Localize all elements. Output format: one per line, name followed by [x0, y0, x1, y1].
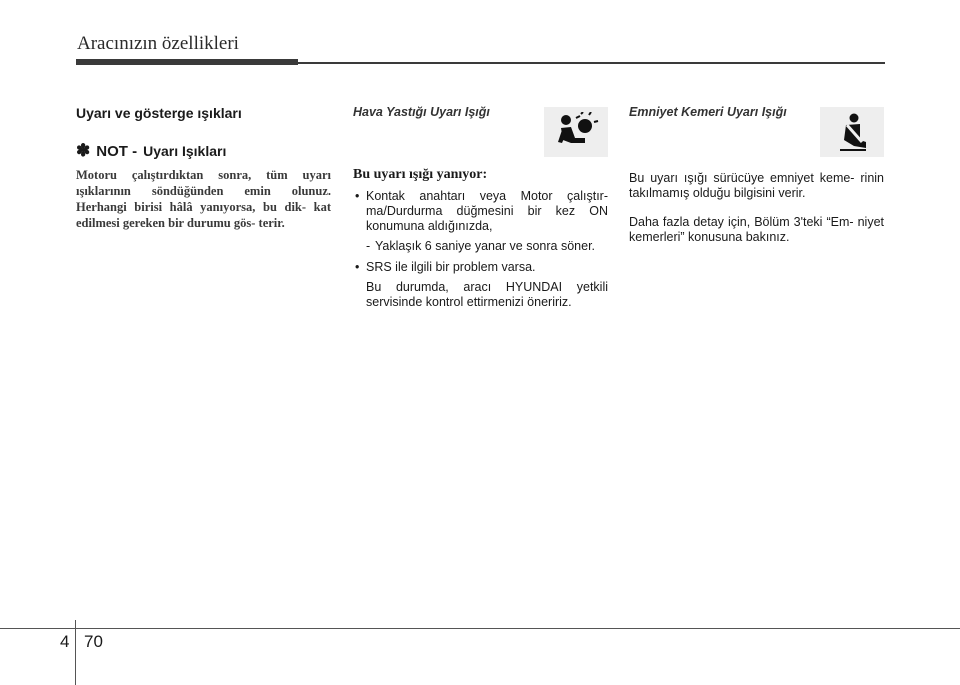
airbag-dash-item: [353, 239, 608, 254]
footer-rule: [0, 628, 960, 629]
column-3: [629, 105, 884, 245]
seatbelt-body-2: Daha fazla detay için, Bölüm 3'teki “Em- niyet kemerleri” konusuna bakınız.: [629, 215, 884, 244]
column-2: [353, 105, 608, 310]
dash-mark: -: [366, 239, 371, 253]
note-subtitle: Uyarı Işıkları: [143, 143, 227, 159]
chapter-number: 4: [60, 632, 70, 651]
section-heading: Uyarı ve gösterge ışıkları: [76, 105, 242, 121]
seatbelt-warning-title: Emniyet Kemeri Uyarı Işığı: [629, 105, 787, 119]
column-1: [76, 105, 331, 231]
note-label: NOT -: [96, 143, 138, 160]
airbag-bullet-2: • SRS ile ilgili bir problem varsa.: [353, 260, 608, 275]
header-rule-thin: [298, 62, 885, 64]
footer-divider: [75, 620, 76, 685]
airbag-warning-icon: [544, 107, 608, 157]
airbag-bullet-2-continued: Bu durumda, aracı HYUNDAI yetkili servisinde kontrol ettirmenizi öneririz.: [366, 280, 608, 309]
airbag-subheading: Bu uyarı ışığı yanıyor:: [353, 167, 488, 182]
airbag-dash-text: Yaklaşık 6 saniye yanar ve sonra söner.: [375, 239, 596, 253]
page-header-title: Aracınızın özellikleri: [77, 33, 239, 54]
note-star-icon: ✽: [76, 141, 91, 160]
note-title: [76, 141, 331, 161]
airbag-warning-title: Hava Yastığı Uyarı Işığı: [353, 105, 490, 119]
header-rule-thick: [76, 59, 298, 65]
airbag-bullet-1: • Kontak anahtarı veya Motor çalıştır- ma/Durdurma düğmesini bir kez ON konumuna aldığınızda,: [353, 189, 608, 234]
note-body: Motoru çalıştırdıktan sonra, tüm uyarı ışıklarının söndüğünden emin olunuz. Herhangi birisi hâlâ yanıyorsa, bu dik- kat edilmesi gereken bir durumu gös- terir.: [76, 168, 331, 230]
seatbelt-body-1: Bu uyarı ışığı sürücüye emniyet keme- rinin takılmamış olduğu bilgisini verir.: [629, 171, 884, 200]
seatbelt-warning-icon: [820, 107, 884, 157]
page-number: 70: [84, 632, 103, 651]
